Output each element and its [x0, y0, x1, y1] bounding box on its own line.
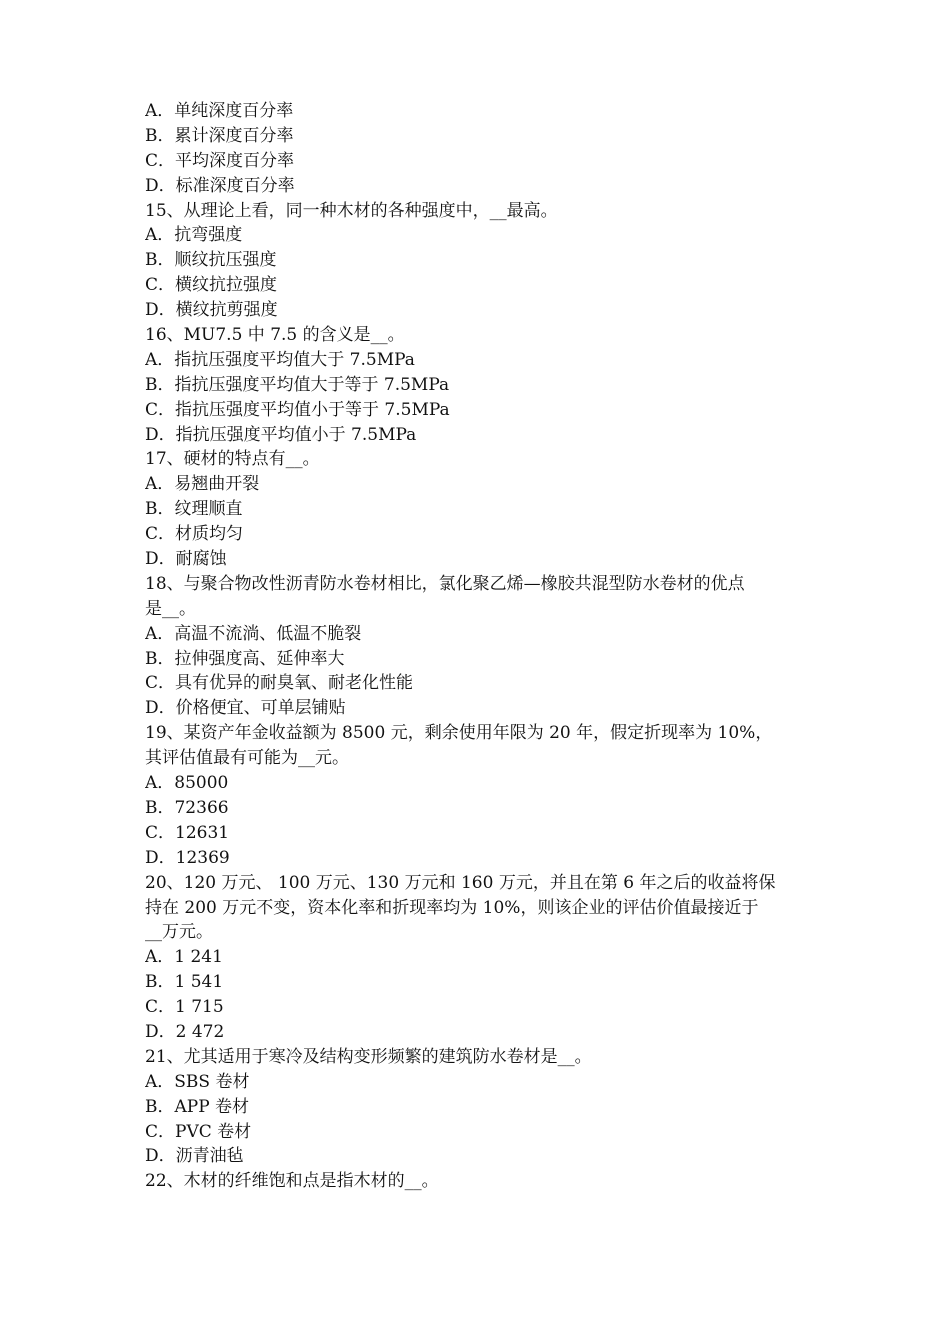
option-list [145, 1070, 810, 1170]
answer-option: D．耐腐蚀 [145, 549, 227, 570]
option-list [145, 348, 810, 448]
question-stem-line: 是__。 [145, 598, 196, 619]
question-block [145, 199, 810, 323]
question-block [145, 572, 810, 721]
question-stem-line: 16、MU7.5 中 7.5 的含义是__。 [145, 325, 405, 346]
answer-option: D．横纹抗剪强度 [145, 300, 278, 321]
document-page [145, 99, 810, 1194]
question-block [145, 721, 810, 870]
answer-option: C．PVC 卷材 [145, 1121, 252, 1142]
question-block [145, 871, 810, 1045]
answer-option: B．纹理顺直 [145, 499, 243, 520]
answer-option: A．1 241 [145, 947, 223, 968]
answer-option: D．沥青油毡 [145, 1146, 244, 1167]
question-stem-line: 18、与聚合物改性沥青防水卷材相比，氯化聚乙烯—橡胶共混型防水卷材的优点 [145, 573, 745, 594]
answer-option: D．2 472 [145, 1021, 225, 1042]
answer-option: A．抗弯强度 [145, 225, 243, 246]
option-list [145, 771, 810, 871]
question-stem-line: __万元。 [145, 922, 213, 943]
question-block [145, 323, 810, 447]
question-block [145, 1169, 810, 1194]
answer-option: D．标准深度百分率 [145, 175, 295, 196]
answer-option: C．平均深度百分率 [145, 150, 295, 171]
question-stem-line: 15、从理论上看，同一种木材的各种强度中，__最高。 [145, 200, 558, 221]
answer-option: A．指抗压强度平均值大于 7.5MPa [145, 349, 415, 370]
answer-option: D．价格便宜、可单层铺贴 [145, 698, 346, 719]
answer-option: C．材质均匀 [145, 524, 244, 545]
answer-option: C．1 715 [145, 997, 224, 1018]
question-stem-line: 持在 200 万元不变，资本化率和折现率均为 10%，则该企业的评估价值最接近于 [145, 897, 759, 918]
question-block [145, 447, 810, 571]
question-stem-line: 22、木材的纤维饱和点是指木材的__。 [145, 1171, 439, 1192]
answer-option: B．累计深度百分率 [145, 125, 294, 146]
answer-option: C．12631 [145, 822, 230, 843]
answer-option: B．72366 [145, 797, 229, 818]
answer-option: C．具有优异的耐臭氧、耐老化性能 [145, 673, 414, 694]
answer-option: B．APP 卷材 [145, 1096, 250, 1117]
answer-option: B．指抗压强度平均值大于等于 7.5MPa [145, 374, 450, 395]
question-block [145, 99, 810, 199]
question-stem-line: 其评估值最有可能为__元。 [145, 748, 349, 769]
question-stem-line: 17、硬材的特点有__。 [145, 449, 320, 470]
answer-option: C．横纹抗拉强度 [145, 275, 278, 296]
answer-option: A．高温不流淌、低温不脆裂 [145, 623, 362, 644]
answer-option: A．SBS 卷材 [145, 1071, 250, 1092]
option-list [145, 945, 810, 1045]
answer-option: A．85000 [145, 773, 229, 794]
answer-option: B．1 541 [145, 972, 224, 993]
option-list [145, 622, 810, 722]
answer-option: D．指抗压强度平均值小于 7.5MPa [145, 424, 417, 445]
question-block [145, 1045, 810, 1169]
question-stem-line: 21、尤其适用于寒冷及结构变形频繁的建筑防水卷材是__。 [145, 1046, 592, 1067]
answer-option: D．12369 [145, 847, 230, 868]
question-stem-line: 19、某资产年金收益额为 8500 元，剩余使用年限为 20 年，假定折现率为 10%， [145, 723, 773, 744]
question-stem-line: 20、120 万元、 100 万元、130 万元和 160 万元，并且在第 6 年之后的收益将保 [145, 872, 776, 893]
option-list [145, 472, 810, 572]
option-list [145, 223, 810, 323]
answer-option: B．拉伸强度高、延伸率大 [145, 648, 345, 669]
answer-option: C．指抗压强度平均值小于等于 7.5MPa [145, 399, 450, 420]
answer-option: A．单纯深度百分率 [145, 101, 294, 121]
answer-option: A．易翘曲开裂 [145, 474, 260, 495]
answer-option: B．顺纹抗压强度 [145, 250, 277, 271]
option-list [145, 99, 810, 199]
